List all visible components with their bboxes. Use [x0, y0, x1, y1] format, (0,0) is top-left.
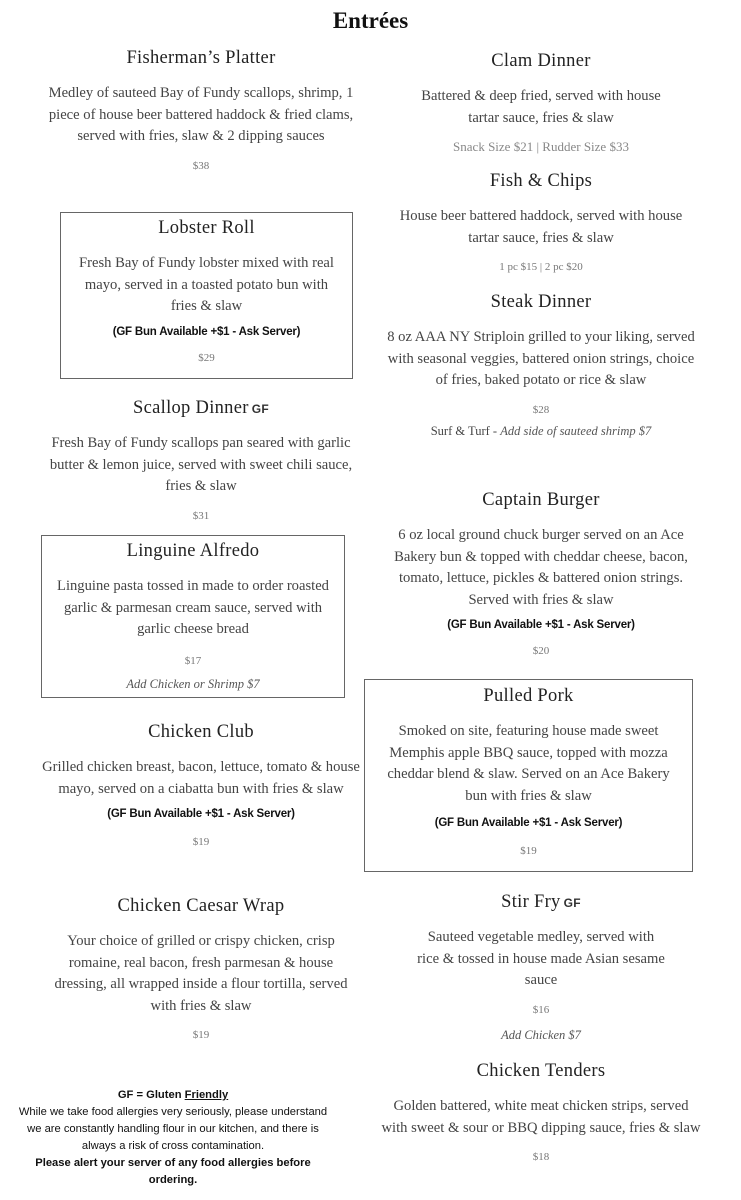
item-description: House beer battered haddock, served with house tartar sauce, fries & slaw [399, 208, 683, 246]
item-price: $38 [192, 159, 210, 172]
item-name: Lobster Roll [158, 218, 255, 238]
item-description: Sauteed vegetable medley, served with rice & tossed in house made Asian sesame sauce [417, 929, 665, 988]
item-name: Linguine Alfredo [126, 541, 260, 561]
item-name [376, 892, 706, 913]
gf-bun-note: (GF Bun Available +$1 - Ask Server) [112, 325, 301, 338]
item-sizes: Snack Size $21 | Rudder Size $33 [453, 139, 629, 154]
menu-item-clam-dinner [376, 51, 706, 155]
item-description: Linguine pasta tossed in made to order roasted garlic & parmesan cream sauce, served with garlic cheese bread [57, 578, 329, 637]
gf-legend-word: Friendly [184, 1089, 229, 1101]
item-addon [376, 424, 706, 439]
gf-bun-note: (GF Bun Available +$1 - Ask Server) [107, 808, 295, 820]
allergy-alert: Please alert your server of any food allergies before ordering. [35, 1157, 311, 1186]
item-description: Battered & deep fried, served with house tartar sauce, fries & slaw [421, 88, 661, 126]
item-price: 1 pc $15 | 2 pc $20 [499, 261, 583, 273]
gf-tag: GF [251, 402, 269, 416]
item-description: Golden battered, white meat chicken strips, served with sweet & sour or BBQ dipping sauce, fries & slaw [381, 1098, 701, 1136]
addon-text: Add side of sauteed shrimp $7 [500, 423, 652, 438]
menu-item-chicken-caesar-wrap [36, 896, 366, 1041]
item-price: $17 [184, 654, 202, 667]
allergy-warning: While we take food allergies very seriously, please understand we are constantly handling flour in our kitchen, and there is always a risk of cross contamination. [18, 1106, 328, 1152]
item-description: Your choice of grilled or crispy chicken, crisp romaine, real bacon, fresh parmesan & house dressing, all wrapped inside a flour tortilla, served with fries & slaw [54, 933, 348, 1014]
gf-tag: GF [563, 896, 581, 910]
page-title: Entrées [332, 8, 409, 33]
item-description: Fresh Bay of Fundy lobster mixed with real mayo, served in a toasted potato bun with fries & slaw [79, 255, 334, 314]
item-description: 8 oz AAA NY Striploin grilled to your liking, served with seasonal veggies, battered onion strings, choice of fries, baked potato or rice & slaw [387, 329, 695, 388]
item-name: Captain Burger [482, 490, 600, 510]
item-price: $29 [198, 351, 215, 364]
item-price: $18 [532, 1151, 550, 1163]
menu-item-linguine-alfredo [41, 535, 345, 698]
item-name: Chicken Club [148, 722, 254, 742]
item-name: Steak Dinner [490, 292, 592, 312]
allergy-footnote [14, 1087, 332, 1189]
menu-item-chicken-club [36, 722, 366, 848]
item-name [36, 398, 366, 419]
item-name: Fish & Chips [489, 171, 593, 191]
menu-item-pulled-pork [364, 679, 693, 872]
item-name-text: Scallop Dinner [133, 398, 249, 418]
item-name: Chicken Caesar Wrap [117, 896, 285, 916]
item-name-text: Stir Fry [501, 892, 561, 912]
gf-bun-note: (GF Bun Available +$1 - Ask Server) [434, 817, 623, 829]
gf-legend-prefix: GF = Gluten [117, 1089, 185, 1101]
item-price: $31 [192, 509, 210, 522]
menu-item-lobster-roll [60, 212, 353, 379]
menu-item-fishermans-platter [36, 48, 366, 172]
menu-item-chicken-tenders [376, 1061, 706, 1163]
item-description: Smoked on site, featuring house made sweet Memphis apple BBQ sauce, topped with mozza cheddar blend & slaw. Served on an Ace Bakery bun with fries & slaw [387, 723, 670, 804]
item-addon: Add Chicken $7 [501, 1027, 581, 1042]
item-description: Grilled chicken breast, bacon, lettuce, tomato & house mayo, served on a ciabatta bun with fries & slaw [42, 759, 360, 797]
item-price: $20 [532, 645, 550, 657]
item-price: $19 [192, 1029, 210, 1041]
item-description: Fresh Bay of Fundy scallops pan seared with garlic butter & lemon juice, served with sweet chili sauce, fries & slaw [49, 435, 353, 494]
item-name: Pulled Pork [483, 686, 574, 706]
item-name: Clam Dinner [491, 51, 591, 71]
menu-item-stir-fry [376, 892, 706, 1043]
menu-item-scallop-dinner [36, 398, 366, 522]
menu-item-fish-and-chips [376, 171, 706, 273]
menu-item-captain-burger [376, 490, 706, 657]
item-name: Chicken Tenders [476, 1061, 606, 1081]
item-addon: Add Chicken or Shrimp $7 [126, 676, 260, 691]
menu-item-steak-dinner [376, 292, 706, 439]
item-price: $28 [532, 403, 550, 416]
item-description: 6 oz local ground chuck burger served on an Ace Bakery bun & topped with cheddar cheese, bacon, tomato, lettuce, pickles & battered onion strings. Served with fries & slaw [394, 527, 688, 608]
gf-legend [14, 1087, 332, 1104]
item-price: $16 [532, 1003, 550, 1016]
item-name: Fisherman’s Platter [126, 48, 276, 68]
item-price: $19 [192, 836, 210, 848]
item-price: $19 [520, 845, 537, 857]
addon-label: Surf & Turf - [430, 423, 501, 438]
item-description: Medley of sauteed Bay of Fundy scallops, shrimp, 1 piece of house beer battered haddock & fried clams, served with fries, slaw & 2 dipping sauces [48, 85, 354, 144]
gf-bun-note: (GF Bun Available +$1 - Ask Server) [447, 619, 635, 631]
